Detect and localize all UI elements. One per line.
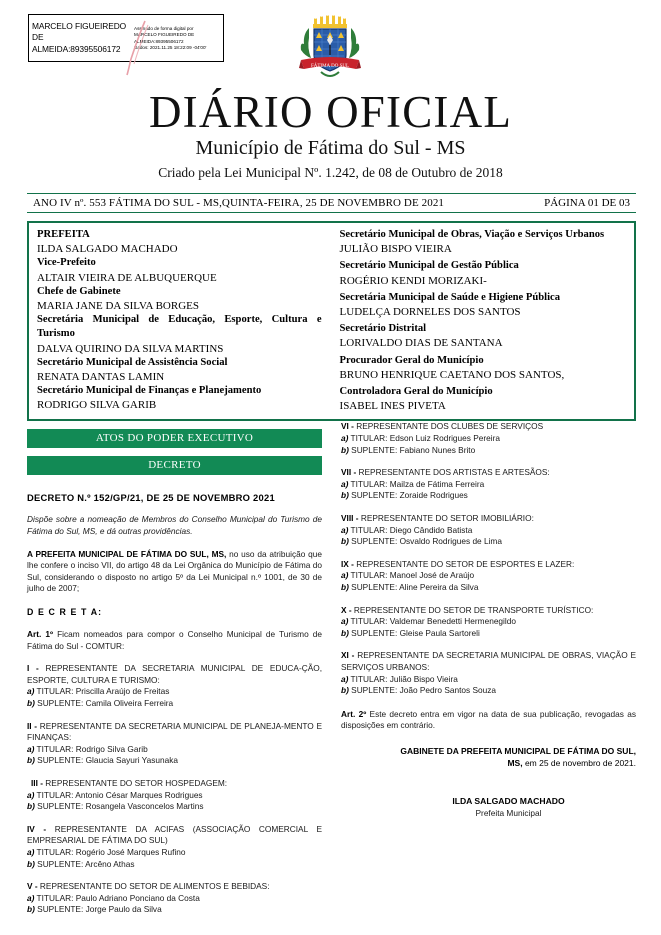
official-name: ILDA SALGADO MACHADO [37, 243, 178, 256]
article-2-label: Art. 2º [341, 708, 367, 719]
suplente-label: SUPLENTE: [37, 858, 84, 869]
officials-column-right [340, 228, 626, 413]
entry-numeral: II - [27, 720, 38, 731]
entry-titular [27, 686, 322, 698]
masthead-subtitle: Município de Fátima do Sul - MS [195, 137, 466, 159]
suplente-name: Jorge Paulo da Silva [85, 904, 162, 915]
official-name: ALTAIR VIEIRA DE ALBUQUERQUE [37, 271, 217, 284]
entry-heading-text: REPRESENTANTE DO SETOR HOSPEDAGEM: [42, 777, 228, 788]
decreta-label: D E C R E T A: [27, 607, 103, 617]
titular-label: TITULAR: [350, 673, 388, 684]
entry-titular [27, 893, 322, 905]
suplente-label: SUPLENTE: [37, 801, 84, 812]
entry-mark-b: b) [27, 904, 35, 915]
entry-heading [27, 881, 322, 893]
entry-suplente [341, 490, 636, 502]
official-title: Secretário Municipal de Finanças e Planejamento [37, 385, 262, 397]
entry-heading-text: REPRESENTANTE DOS ARTISTAS E ARTESÃOS: [356, 467, 550, 478]
decree-ementa: Dispõe sobre a nomeação de Membros do Conselho Municipal do Turismo de Fátima do Sul, MS, e dá outras providências. [27, 514, 322, 537]
body-columns [27, 421, 636, 915]
entry-numeral: VI - [341, 421, 354, 432]
entry-heading [341, 559, 636, 571]
entry-numeral: VII - [341, 467, 357, 478]
titular-name: Julião Bispo Vieira [389, 673, 458, 684]
entry-suplente [341, 445, 636, 457]
signature-metadata [131, 15, 223, 61]
closing-state: MS, [507, 757, 523, 768]
closing-line-1: GABINETE DA PREFEITA MUNICIPAL DE FÁTIMA DO SUL, [400, 745, 636, 756]
entry-mark-a: a) [27, 743, 35, 754]
signature-name-line-1: MARCELO FIGUEIREDO [32, 20, 127, 31]
representative-entry [27, 824, 322, 870]
official-name: DALVA QUIRINO DA SILVA MARTINS [37, 342, 224, 355]
entry-numeral: III - [31, 777, 43, 788]
entry-heading [27, 721, 322, 744]
edition-info: ANO IV nº. 553 FÁTIMA DO SUL - MS,QUINTA-FEIRA, 25 DE NOVEMBRO DE 2021 [33, 197, 445, 209]
official-name: RODRIGO SILVA GARIB [37, 399, 157, 412]
titular-name: Valdemar Benedetti Hermenegildo [389, 616, 516, 627]
titular-label: TITULAR: [350, 570, 388, 581]
official-name: LORIVALDO DIAS DE SANTANA [339, 337, 503, 350]
titular-label: TITULAR: [36, 686, 74, 697]
column-left [27, 421, 322, 915]
entry-heading-text: REPRESENTANTE DO SETOR DE TRANSPORTE TURÍSTICO: [351, 604, 594, 615]
suplente-label: SUPLENTE: [351, 444, 398, 455]
suplente-name: João Pedro Santos Souza [399, 685, 496, 696]
titular-name: Manoel José de Araújo [389, 570, 475, 581]
suplente-name: Rosangela Vasconcelos Martins [85, 801, 204, 812]
entry-mark-b: b) [341, 627, 349, 638]
entry-mark-b: b) [27, 755, 35, 766]
entry-titular [341, 616, 636, 628]
edition-bar [27, 193, 636, 213]
entry-suplente [27, 755, 322, 767]
titular-name: Diego Cândido Batista [389, 524, 473, 535]
signature-signer-name [29, 15, 131, 61]
entry-mark-b: b) [341, 581, 349, 592]
titular-label: TITULAR: [350, 433, 388, 444]
official-name: JULIÃO BISPO VIEIRA [339, 243, 452, 256]
representative-entry [341, 605, 636, 640]
official-title: Secretário Distrital [339, 323, 427, 335]
preamble-authority: A PREFEITA MUNICIPAL DE FÁTIMA DO SUL, MS, [27, 548, 227, 559]
entry-heading [341, 650, 636, 673]
suplente-name: Aline Pereira da Silva [399, 581, 479, 592]
entry-heading [27, 663, 322, 686]
titular-label: TITULAR: [36, 789, 74, 800]
signature-meta-line-3: ALMEIDA:89395506172 [134, 38, 184, 44]
official-title: Secretário Municipal de Assistência Social [37, 356, 228, 368]
titular-label: TITULAR: [36, 846, 74, 857]
entry-mark-b: b) [27, 801, 35, 812]
official-title: Secretária Municipal de Saúde e Higiene Pública [339, 291, 561, 303]
entry-mark-a: a) [341, 570, 349, 581]
entry-mark-a: a) [341, 433, 349, 444]
official-title: PREFEITA [37, 229, 90, 240]
entry-titular [341, 525, 636, 537]
official-name: RENATA DANTAS LAMIN [37, 371, 165, 384]
closing-line-2 [341, 757, 636, 769]
entry-titular [27, 744, 322, 756]
entry-mark-b: b) [27, 697, 35, 708]
suplente-name: Fabiano Nunes Brito [399, 444, 476, 455]
suplente-name: Gleise Paula Sartoreli [399, 627, 480, 638]
decree-title: DECRETO N.º 152/GP/21, DE 25 DE NOVEMBRO 2021 [27, 492, 275, 504]
page-number-label: PÁGINA 01 DE 03 [544, 197, 630, 209]
entry-heading-text: REPRESENTANTE DO SETOR DE ALIMENTOS E BEBIDAS: [37, 881, 270, 892]
entry-mark-a: a) [27, 846, 35, 857]
entry-numeral: XI - [341, 650, 355, 661]
titular-name: Antonio César Marques Rodrigues [75, 789, 203, 800]
official-title: Secretária Municipal de Educação, Esporte, Cultura e Turismo [37, 314, 322, 340]
suplente-label: SUPLENTE: [351, 685, 398, 696]
entry-mark-b: b) [341, 536, 349, 547]
entry-numeral: IX - [341, 558, 354, 569]
official-name: ROGÉRIO KENDI MORIZAKI- [339, 274, 487, 287]
banner-decree: DECRETO [27, 456, 322, 475]
suplente-name: Glaucia Sayuri Yasunaka [85, 755, 178, 766]
entry-numeral: VIII - [341, 513, 359, 523]
entry-numeral: V - [27, 881, 38, 892]
masthead-created-law: Criado pela Lei Municipal Nº. 1.242, de 08 de Outubro de 2018 [158, 165, 503, 180]
signer-role: Prefeita Municipal [475, 807, 542, 818]
entry-suplente [27, 801, 322, 813]
entry-titular [341, 674, 636, 686]
entry-mark-b: b) [27, 858, 35, 869]
suplente-label: SUPLENTE: [37, 697, 84, 708]
entry-suplente [27, 859, 322, 871]
official-title: Vice-Prefeito [37, 257, 96, 269]
article-2-text: Este decreto entra em vigor na data de sua publicação, revogadas as disposições em contrário. [341, 708, 636, 731]
official-title: Secretário Municipal de Obras, Viação e Serviços Urbanos [339, 229, 605, 240]
titular-name: Rodrigo Silva Garib [75, 743, 148, 754]
titular-name: Rogério José Marques Rufino [75, 846, 186, 857]
article-1-label: Art. 1º [27, 629, 54, 639]
entry-titular [27, 790, 322, 802]
entry-titular [341, 433, 636, 445]
suplente-label: SUPLENTE: [37, 755, 84, 766]
entry-heading [341, 605, 636, 617]
suplente-label: SUPLENTE: [351, 536, 398, 547]
digital-signature-stamp [28, 14, 224, 62]
entry-suplente [341, 582, 636, 594]
entry-mark-a: a) [341, 673, 349, 684]
entry-suplente [27, 698, 322, 710]
titular-label: TITULAR: [36, 892, 74, 903]
entry-titular [341, 479, 636, 491]
suplente-label: SUPLENTE: [351, 627, 398, 638]
entry-heading-text: REPRESENTANTE DO SETOR DE ESPORTES E LAZER: [353, 558, 575, 569]
entry-heading-text: REPRESENTANTE DOS CLUBES DE SERVIÇOS [353, 421, 544, 432]
representative-entry [27, 881, 322, 916]
entry-suplente [27, 904, 322, 916]
entry-heading-text: REPRESENTANTE DO SETOR IMOBILIÁRIO: [358, 513, 534, 523]
titular-name: Priscilla Araújo de Freitas [75, 686, 170, 697]
entry-mark-b: b) [341, 444, 349, 455]
entry-mark-a: a) [341, 524, 349, 535]
entry-suplente [341, 685, 636, 697]
titular-name: Paulo Adriano Ponciano da Costa [75, 892, 200, 903]
article-2 [341, 709, 636, 732]
entry-mark-a: a) [341, 616, 349, 627]
signature-block [341, 795, 636, 819]
official-title: Chefe de Gabinete [37, 285, 121, 297]
official-name: ISABEL INES PIVETA [339, 400, 446, 413]
svg-text:FÁTIMA DO SUL: FÁTIMA DO SUL [310, 64, 350, 69]
entry-heading [27, 824, 322, 847]
entry-numeral: IV - [27, 823, 47, 834]
entry-mark-a: a) [341, 478, 349, 489]
representative-entry [27, 721, 322, 767]
representative-entry [341, 559, 636, 594]
entry-heading-text: REPRESENTANTE DA SECRETARIA MUNICIPAL DE EDUCA-ÇÃO, ESPORTE, CULTURA E TURISMO: [27, 663, 322, 685]
entry-heading [341, 467, 636, 479]
preamble-text: no uso da atribuição que lhe confere o inciso VII, do artigo 48 da Lei Orgânica do Município de Fátima do Sul, considerando o disposto no artigo 5º da Lei Municipal n.º 1001, de 30 de julho de 2007; [27, 548, 322, 594]
suplente-name: Arcêno Athas [85, 858, 135, 869]
entry-titular [27, 847, 322, 859]
closing-block [341, 745, 636, 769]
official-title: Procurador Geral do Município [339, 354, 484, 366]
banner-executive-acts: ATOS DO PODER EXECUTIVO [27, 429, 322, 448]
signature-meta-line-1: Assinado de forma digital por [134, 26, 194, 32]
titular-label: TITULAR: [350, 616, 388, 627]
official-title: Secretário Municipal de Gestão Pública [339, 260, 519, 272]
entry-mark-b: b) [341, 685, 349, 696]
signature-meta-line-4: Dados: 2021.11.25 18:22:09 -04'00' [134, 44, 207, 50]
representative-entry [27, 778, 322, 813]
municipal-coat-of-arms-icon [297, 12, 363, 86]
entry-heading-text: REPRESENTANTE DA SECRETARIA MUNICIPAL DE OBRAS, VIAÇÃO E SERVIÇOS URBANOS: [341, 650, 636, 672]
entry-heading [27, 778, 322, 790]
suplente-name: Osvaldo Rodrigues de Lima [399, 536, 502, 547]
suplente-label: SUPLENTE: [37, 904, 84, 915]
signature-name-line-2: DE [32, 32, 44, 43]
suplente-name: Zoraide Rodrigues [399, 490, 468, 501]
signer-name: ILDA SALGADO MACHADO [452, 795, 565, 806]
official-name: LUDELÇA DORNELES DOS SANTOS [339, 306, 521, 319]
entry-numeral: X - [341, 604, 352, 615]
suplente-label: SUPLENTE: [351, 490, 398, 501]
entry-mark-a: a) [27, 892, 35, 903]
page-title: DIÁRIO OFICIAL [148, 87, 513, 137]
officials-box [27, 221, 636, 421]
titular-name: Mailza de Fátima Ferreira [389, 478, 485, 489]
official-title: Controladora Geral do Município [339, 386, 493, 398]
representative-entry [27, 663, 322, 709]
suplente-name: Camila Oliveira Ferreira [85, 697, 174, 708]
representative-entry [341, 513, 636, 548]
article-1 [27, 629, 322, 652]
entry-mark-a: a) [27, 686, 35, 697]
entry-heading-text: REPRESENTANTE DA ACIFAS (ASSOCIAÇÃO COMERCIAL E EMPRESARIAL DE FÁTIMA DO SUL) [27, 823, 322, 846]
representative-entry [341, 467, 636, 502]
entry-heading-text: REPRESENTANTE DA SECRETARIA MUNICIPAL DE PLANEJA-MENTO E FINANÇAS: [27, 720, 322, 743]
titular-label: TITULAR: [36, 743, 74, 754]
signature-name-line-3: ALMEIDA:89395506172 [32, 43, 121, 54]
representative-entry [341, 421, 636, 456]
representative-entry [341, 650, 636, 696]
column-right [341, 421, 636, 818]
article-1-text: Ficam nomeados para compor o Conselho Municipal de Turismo de Fátima do Sul - COMTUR: [27, 629, 322, 651]
signature-meta-line-2: MARCELO FIGUEIREDO DE [134, 32, 195, 38]
official-name: MARIA JANE DA SILVA BORGES [37, 300, 199, 313]
titular-label: TITULAR: [350, 524, 388, 535]
entry-heading [341, 513, 636, 525]
titular-label: TITULAR: [350, 478, 388, 489]
official-name: BRUNO HENRIQUE CAETANO DOS SANTOS, [339, 368, 565, 381]
entry-titular [341, 570, 636, 582]
decree-preamble [27, 549, 322, 595]
titular-name: Edson Luiz Rodrigues Pereira [389, 433, 500, 444]
officials-column-left [37, 228, 324, 413]
entry-heading [341, 421, 636, 433]
entry-mark-a: a) [27, 789, 35, 800]
entry-suplente [341, 628, 636, 640]
entry-numeral: I - [27, 663, 39, 674]
closing-date: em 25 de novembro de 2021. [522, 757, 636, 768]
entry-mark-b: b) [341, 490, 349, 501]
suplente-label: SUPLENTE: [351, 581, 398, 592]
entry-suplente [341, 536, 636, 548]
